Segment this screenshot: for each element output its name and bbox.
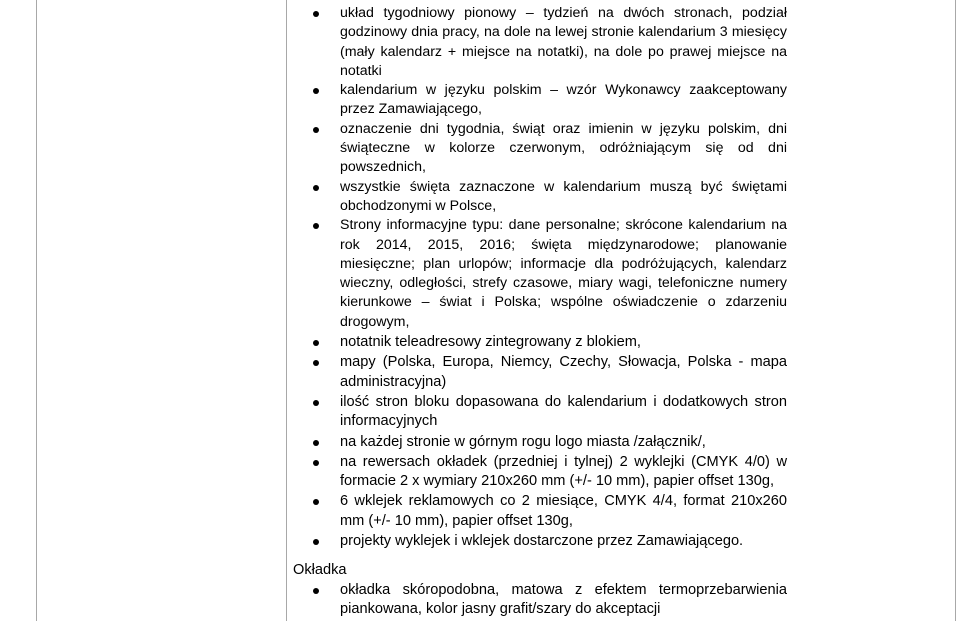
list-item-text: układ tygodniowy pionowy – tydzień na dwóch stronach, podział godzinowy dnia pracy, na dole na lewej stronie kalendarium 3 miesięcy (mały kalendarz + miejsce na notatki), na dole po prawej miejsce na notatki: [340, 5, 787, 79]
section-heading: Okładka: [293, 562, 347, 578]
list-item: [300, 492, 787, 531]
list-item-text: projekty wyklejek i wklejek dostarczone przez Zamawiającego.: [340, 533, 744, 550]
table-border-left: [36, 0, 37, 621]
list-item: [300, 178, 787, 217]
bullet-icon: [313, 499, 319, 505]
list-item-text: kalendarium w języku polskim – wzór Wykonawcy zaakceptowany przez Zamawiającego,: [340, 82, 787, 118]
bullet-list-cover: [300, 581, 787, 620]
list-item: [300, 353, 787, 392]
bullet-icon: [313, 360, 319, 366]
list-item-text: 6 wklejek reklamowych co 2 miesiące, CMYK 4/4, format 210x260 mm (+/- 10 mm), papier offset 130g,: [340, 493, 787, 529]
bullet-icon: [313, 340, 319, 346]
bullet-icon: [313, 127, 319, 133]
list-item: [300, 333, 787, 352]
bullet-icon: [313, 440, 319, 446]
list-item: [300, 433, 787, 452]
bullet-icon: [313, 223, 319, 229]
list-item: [300, 216, 787, 332]
list-item: [300, 4, 787, 81]
list-item-text: na każdej stronie w górnym rogu logo miasta /załącznik/,: [340, 433, 706, 450]
list-item-text: mapy (Polska, Europa, Niemcy, Czechy, Słowacja, Polska - mapa administracyjna): [340, 354, 787, 390]
specification-cell: [300, 4, 787, 551]
bullet-icon: [313, 11, 319, 17]
cover-cell: [300, 581, 787, 620]
list-item-text: wszystkie święta zaznaczone w kalendarium muszą być świętami obchodzonymi w Polsce,: [340, 178, 787, 214]
bullet-icon: [313, 185, 319, 191]
bullet-list-contents: [300, 333, 787, 551]
table-border-middle: [286, 0, 287, 621]
list-item-text: ilość stron bloku dopasowana do kalendarium i dodatkowych stron informacyjnych: [340, 393, 787, 430]
list-item: [300, 81, 787, 120]
bullet-icon: [313, 460, 319, 466]
bullet-icon: [313, 588, 319, 594]
list-item: [300, 453, 787, 492]
list-item: [300, 532, 787, 551]
list-item: [300, 581, 787, 620]
table-border-right: [955, 0, 956, 621]
bullet-list-layout: [300, 4, 787, 332]
bullet-icon: [313, 88, 319, 94]
list-item-text: oznaczenie dni tygodnia, świąt oraz imienin w języku polskim, dni świąteczne w kolorze czerwonym, odróżniającym się od dni powszednich,: [340, 120, 787, 176]
list-item: [300, 120, 787, 178]
list-item-text: notatnik teleadresowy zintegrowany z blokiem,: [340, 334, 641, 351]
list-item: [300, 393, 787, 432]
bullet-icon: [313, 539, 319, 545]
list-item-text: okładka skóropodobna, matowa z efektem termoprzebarwienia piankowana, kolor jasny grafit/szary do akceptacji: [340, 582, 787, 618]
list-item-text: na rewersach okładek (przedniej i tylnej) 2 wyklejki (CMYK 4/0) w formacie 2 x wymiary 210x260 mm (+/- 10 mm), papier offset 130g,: [340, 453, 787, 490]
list-item-text: Strony informacyjne typu: dane personalne; skrócone kalendarium na rok 2014, 2015, 2016; święta międzynarodowe; planowanie miesięczne; plan urlopów; informacje dla podróżujących, kalendarz wieczny, odległości, strefy czasowe, miary wagi, telefoniczne numery kierunkowe – świat i Polska; wspólne oświadczenie o zdarzeniu drogowym,: [340, 217, 787, 330]
bullet-icon: [313, 400, 319, 406]
